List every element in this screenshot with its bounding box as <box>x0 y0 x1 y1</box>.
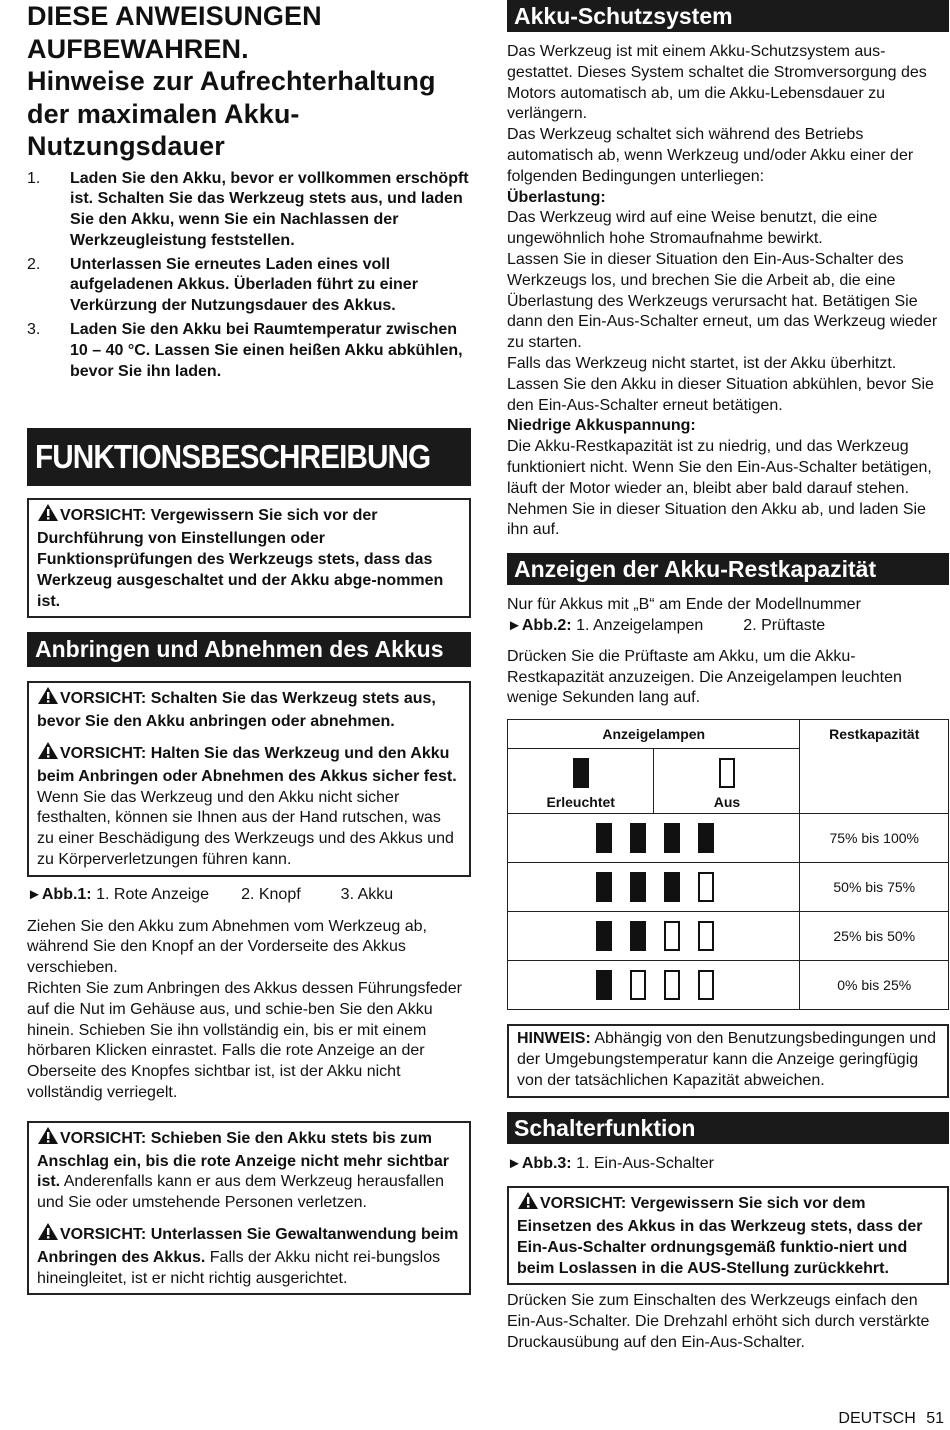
paragraph: Das Werkzeug ist mit einem Akku-Schutzsystem aus-gestattet. Dieses System schaltet die Stromversorgung des Motors automatisch ab, um die Akku-Lebensdauer zu verlängern. <box>507 43 927 123</box>
list-item: 3. Laden Sie den Akku bei Raumtemperatur zwischen 10 – 40 °C. Lassen Sie einen heißen Akku abkühlen, bevor Sie ihn laden. <box>27 321 463 380</box>
figure-reference: ►Abb.3: 1. Ein-Aus-Schalter <box>507 1154 714 1172</box>
list-item: 1. Laden Sie den Akku, bevor er vollkommen erschöpft ist. Schalten Sie das Werkzeug stets aus, und laden Sie den Akku, wenn Sie ein Nachlassen der Werkzeugleistung feststellen. <box>27 169 469 249</box>
lamp-lit-icon <box>596 823 612 853</box>
section-heading: Anzeigen der Akku-Restkapazität <box>507 553 949 585</box>
capacity-label: 25% bis 50% <box>800 912 949 961</box>
paragraph: Drücken Sie die Prüftaste am Akku, um die Akku-Restkapazität anzuzeigen. Die Anzeigelampen leuchten wenige Sekunden lang auf. <box>507 647 902 707</box>
list-item: 2. Unterlassen Sie erneutes Laden eines voll aufgeladenen Akkus. Überladen führt zu einer Verkürzung der Nutzungsdauer des Akkus. <box>27 255 418 315</box>
table-row <box>508 863 949 912</box>
lamp-off-icon <box>664 970 680 1000</box>
warning-triangle-icon <box>37 741 59 767</box>
caution-text: VORSICHT: Vergewissern Sie sich vor dem Einsetzen des Akkus in das Werkzeug stets, dass der Ein-Aus-Schalter ordnungsgemäß funktio-niert und beim Loslassen in die AUS-Stellung zurückkehrt. <box>517 1191 939 1279</box>
right-column <box>507 0 949 1354</box>
warning-triangle-icon <box>517 1191 539 1217</box>
capacity-label: 50% bis 75% <box>800 863 949 912</box>
lamp-lit-icon <box>573 758 589 788</box>
paragraph: Das Werkzeug schaltet sich während des Betriebs automatisch ab, wenn Werkzeug und/oder Akku einer der folgenden Bedingungen unterliegen: <box>507 126 914 185</box>
figure-reference: ►Abb.1: 1. Rote Anzeige 2. Knopf 3. Akku <box>27 885 394 903</box>
caution-text: VORSICHT: Vergewissern Sie sich vor der Durchführung von Einstellungen oder Funktionsprüfungen des Werkzeugs stets, dass das Werkzeug ausgeschaltet und der Akku abge-nommen ist. <box>37 503 461 612</box>
table-header: Restkapazität <box>800 720 949 814</box>
caution-text: VORSICHT: Schalten Sie das Werkzeug stets aus, bevor Sie den Akku anbringen oder abnehmen. <box>37 686 461 733</box>
lamp-lit-icon <box>596 872 612 902</box>
paragraph: Lassen Sie in dieser Situation den Ein-Aus-Schalter des Werkzeugs los, und brechen Sie die Arbeit ab, die eine Überlastung des Werkzeugs verursacht hat. Betätigen Sie dann den Ein-Aus-Schalter erneut, um das Werkzeug wieder zu starten. <box>507 250 938 352</box>
lamp-off-icon <box>664 921 680 951</box>
table-header: Anzeigelampen <box>508 720 800 749</box>
lamp-lit-icon <box>596 921 612 951</box>
note-box <box>507 1024 949 1097</box>
battery-tips-title: Hinweise zur Aufrechterhaltung der maximalen Akku-Nutzungsdauer <box>27 66 436 161</box>
section-heading: Anbringen und Abnehmen des Akkus <box>27 632 471 667</box>
warning-triangle-icon <box>37 1222 59 1248</box>
lamp-off-icon <box>719 758 735 788</box>
paragraph: Nur für Akkus mit „B“ am Ende der Modellnummer <box>507 596 861 614</box>
warning-triangle-icon <box>37 686 59 712</box>
figure-reference: ►Abb.2: 1. Anzeigelampen 2. Prüftaste <box>507 616 826 634</box>
caution-box <box>27 681 471 876</box>
caution-box <box>27 498 471 618</box>
paragraph: Drücken Sie zum Einschalten des Werkzeugs einfach den Ein-Aus-Schalter. Die Drehzahl erhöht sich durch verstärkte Druckausübung auf den Ein-Aus-Schalter. <box>507 1292 930 1352</box>
caution-box <box>27 1121 471 1296</box>
lamp-lit-icon <box>664 823 680 853</box>
footer-language: DEUTSCH <box>838 1410 916 1427</box>
table-row <box>508 814 949 863</box>
paragraph: Falls das Werkzeug nicht startet, ist der Akku überhitzt. Lassen Sie den Akku in dieser Situation abkühlen, bevor Sie den Ein-Aus-Schalter erneut betätigen. <box>507 354 934 414</box>
section-heading: Akku-Schutzsystem <box>507 0 949 32</box>
lamp-lit-icon <box>664 872 680 902</box>
capacity-table <box>507 719 949 1010</box>
lamp-lit-icon <box>596 970 612 1000</box>
table-row <box>508 961 949 1010</box>
caution-text: VORSICHT: Halten Sie das Werkzeug und den Akku beim Anbringen oder Abnehmen des Akkus sicher fest. Wenn Sie das Werkzeug und den Akku nicht sicher festhalten, können sie Ihnen aus der Hand rutschen, was zu einer Beschädigung des Werkzeugs und des Akkus und zu Körperverletzungen führen kann. <box>37 741 461 871</box>
lamp-row <box>508 912 800 961</box>
page-footer <box>838 1410 944 1428</box>
subheading: Überlastung: <box>507 188 606 206</box>
table-row <box>508 912 949 961</box>
lamp-lit-icon <box>630 872 646 902</box>
keep-instructions-title: DIESE ANWEISUNGEN AUFBEWAHREN. <box>27 1 322 64</box>
lamp-lit-icon <box>698 823 714 853</box>
paragraph: Das Werkzeug wird auf eine Weise benutzt, die eine ungewöhnlich hohe Stromaufnahme bewirkt. <box>507 209 878 248</box>
section-heading: Schalterfunktion <box>507 1112 949 1144</box>
left-column <box>27 0 471 1295</box>
paragraph: Ziehen Sie den Akku zum Abnehmen vom Werkzeug ab, während Sie den Knopf an der Vorderseite des Akkus verschieben. <box>27 917 427 977</box>
lamp-lit-icon <box>630 921 646 951</box>
note-text: HINWEIS: Abhängig von den Benutzungsbedingungen und der Umgebungstemperatur kann die Anzeige geringfügig von der tatsächlichen Kapazität abweichen. <box>517 1030 936 1089</box>
paragraph: Die Akku-Restkapazität ist zu niedrig, und das Werkzeug funktioniert nicht. Wenn Sie den Ein-Aus-Schalter betätigen, läuft der Motor wieder an, bleibt aber bald darauf stehen. Nehmen Sie in dieser Situation den Akku ab, und laden Sie ihn auf. <box>507 438 932 539</box>
warning-triangle-icon <box>37 503 59 529</box>
caution-box <box>507 1186 949 1285</box>
page-number: 51 <box>926 1410 944 1427</box>
battery-tips-list <box>27 169 471 383</box>
subheading: Niedrige Akkuspannung: <box>507 417 696 435</box>
warning-triangle-icon <box>37 1126 59 1152</box>
caution-text: VORSICHT: Unterlassen Sie Gewaltanwendung beim Anbringen des Akkus. Falls der Akku nicht rei-bungslos hineingleitet, ist er nicht richtig ausgerichtet. <box>37 1222 461 1289</box>
lamp-row <box>508 814 800 863</box>
lamp-off-icon <box>630 970 646 1000</box>
lamp-off-icon <box>698 921 714 951</box>
capacity-label: 75% bis 100% <box>800 814 949 863</box>
legend-off: Aus <box>654 749 800 814</box>
legend-on: Erleuchtet <box>508 749 654 814</box>
lamp-lit-icon <box>630 823 646 853</box>
capacity-label: 0% bis 25% <box>800 961 949 1010</box>
caution-text: VORSICHT: Schieben Sie den Akku stets bis zum Anschlag ein, bis die rote Anzeige nicht mehr sichtbar ist. Anderenfalls kann er aus dem Werkzeug herausfallen und Sie oder umstehende Personen verletzen. <box>37 1126 461 1214</box>
paragraph: Richten Sie zum Anbringen des Akkus dessen Führungsfeder auf die Nut im Gehäuse aus, und schie-ben Sie den Akku hinein. Schieben Sie ihn vollständig ein, bis er mit einem hörbaren Klicken einrastet. Falls die rote Anzeige an der Oberseite des Knopfes sichtbar ist, ist der Akku nicht vollständig verriegelt. <box>27 980 462 1101</box>
lamp-row <box>508 863 800 912</box>
lamp-off-icon <box>698 970 714 1000</box>
section-banner: FUNKTIONSBESCHREIBUNG <box>27 428 471 486</box>
lamp-row <box>508 961 800 1010</box>
lamp-off-icon <box>698 872 714 902</box>
